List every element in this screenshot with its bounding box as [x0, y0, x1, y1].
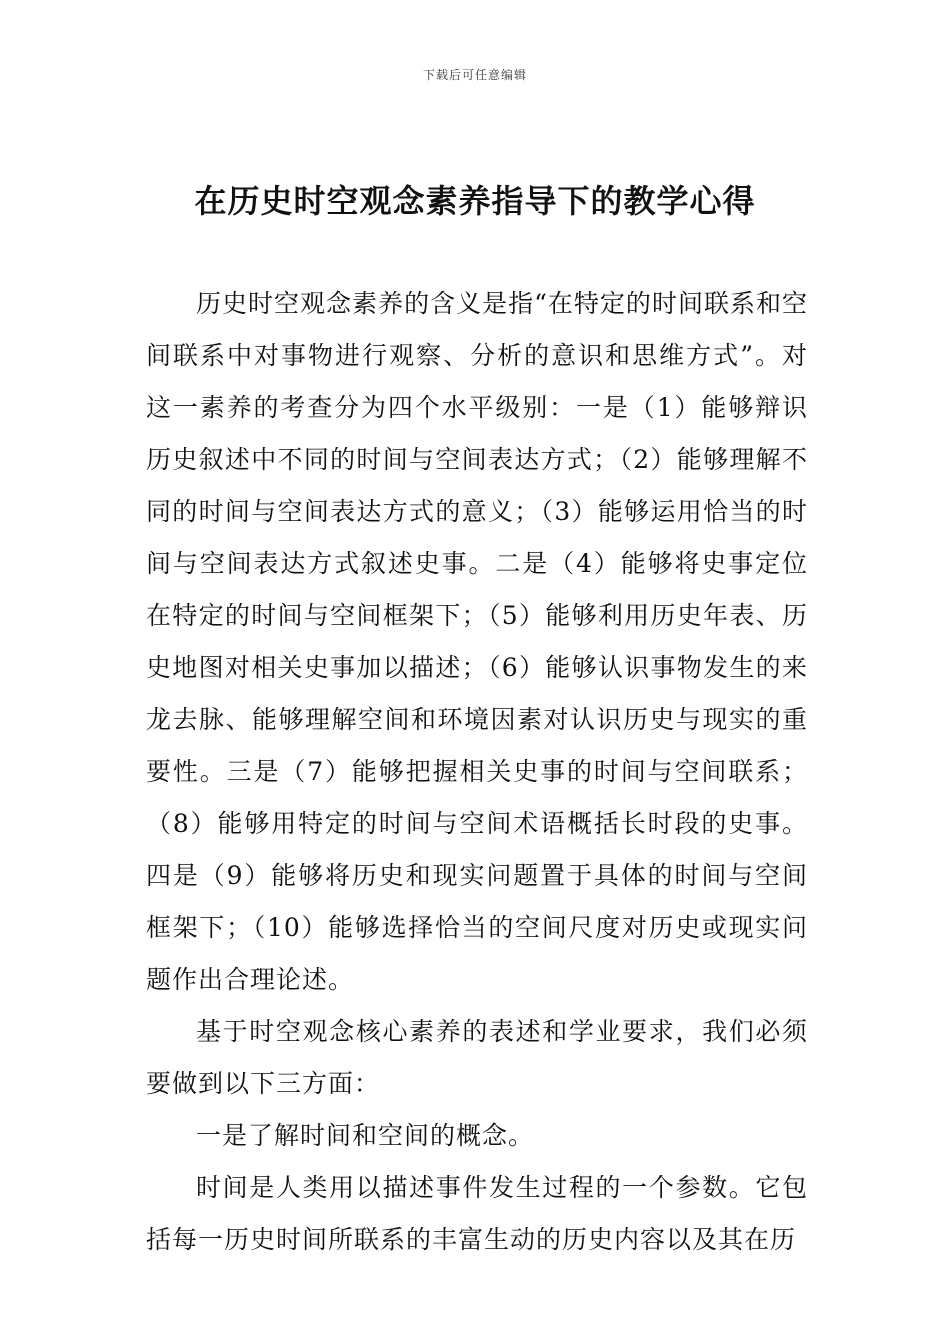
- document-body: [146, 278, 808, 1266]
- paragraph-requirements-intro: 基于时空观念核心素养的表述和学业要求，我们必须要做到以下三方面：: [146, 1017, 808, 1098]
- paragraph-time-space-definition: 历史时空观念素养的含义是指“在特定的时间联系和空间联系中对事物进行观察、分析的意识和思维方式”。对这一素养的考查分为四个水平级别：一是（1）能够辩识历史叙述中不同的时间与空间表达方式；（2）能够理解不同的时间与空间表达方式的意义；（3）能够运用恰当的时间与空间表达方式叙述史事。二是（4）能够将史事定位在特定的时间与空间框架下；（5）能够利用历史年表、历史地图对相关史事加以描述；（6）能够认识事物发生的来龙去脉、能够理解空间和环境因素对认识历史与现实的重要性。三是（7）能够把握相关史事的时间与空间联系；（8）能够用特定的时间与空间术语概括长时段的史事。四是（9）能够将历史和现实问题置于具体的时间与空间框架下；（10）能够选择恰当的空间尺度对历史或现实问题作出合理论述。: [146, 289, 808, 994]
- page-header-note: 下载后可任意编辑: [422, 68, 527, 82]
- paragraph-point-one: 一是了解时间和空间的概念。: [196, 1121, 535, 1150]
- document-title: 在历史时空观念素养指导下的教学心得: [194, 182, 756, 220]
- paragraph-time-concept: 时间是人类用以描述事件发生过程的一个参数。它包括每一历史时间所联系的丰富生动的历史内容以及其在历: [146, 1173, 808, 1254]
